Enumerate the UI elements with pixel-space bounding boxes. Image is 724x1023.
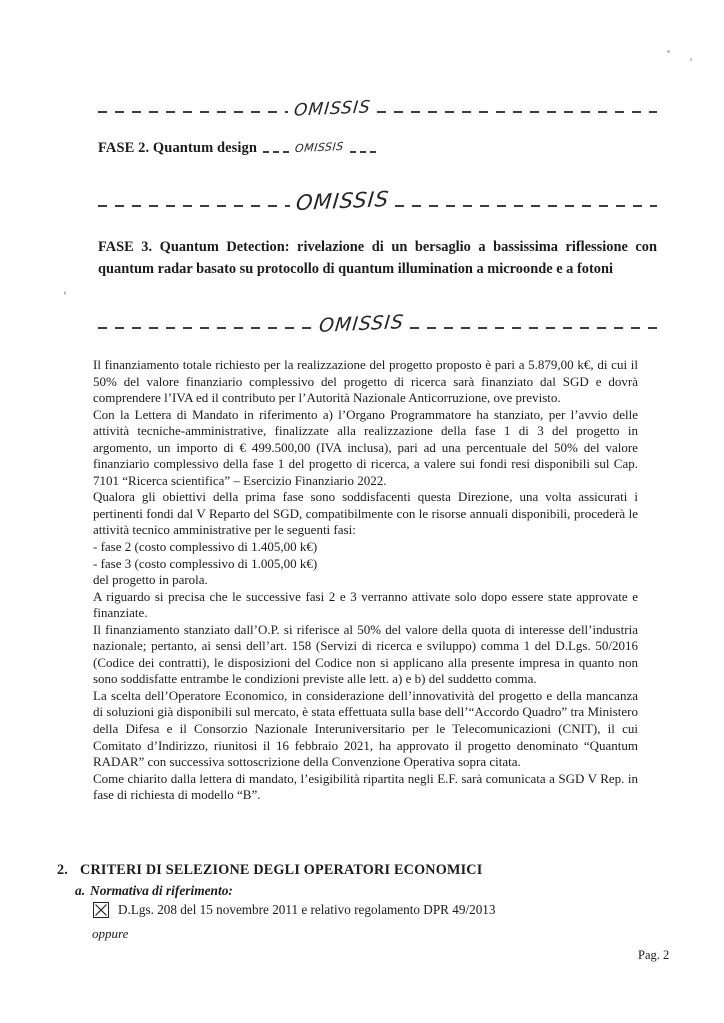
section2a-label: a.	[75, 883, 86, 898]
para-financing-total: Il finanziamento totale richiesto per la realizzazione del progetto proposto è pari a 5.879,00 k€, di cui il 50% del valore finanziario complessivo del progetto di ricerca sarà finanziato dal SGD e dovrà comprendere l’IVA ed il contributo per l’Autorità Nazionale Anticorruzione, ove previsto.	[93, 357, 638, 406]
section2-number: 2.	[57, 862, 69, 878]
para-scelta-operatore: La scelta dell’Operatore Economico, in considerazione dell’innovatività del progetto e della mancanza di soluzioni già disponibili sul mercato, è stata effettuata sulla base dell’“Accordo Quadro” tra Ministero della Difesa e il Consorzio Nazionale Interuniversitario per le Telecomunicazioni (CNIT), il cui Comitato d’Indirizzo, riunitosi il 16 febbraio 2021, ha approvato il progetto denominato “Quantum RADAR” con successiva sottoscrizione della Convenzione Operativa sopra citata.	[93, 687, 638, 770]
scan-speck	[690, 58, 692, 61]
checkbox-checked-icon	[93, 902, 109, 918]
para-come-chiarito: Come chiarito dalla lettera di mandato, l’esigibilità ripartita negli E.F. sarà comunicata a SGD V Rep. in fase di richiesta di modello “B”.	[93, 770, 638, 803]
dashed-line	[98, 327, 313, 329]
section2a-title: Normativa di riferimento:	[90, 883, 233, 898]
scan-speck	[667, 50, 670, 53]
dashed-line	[98, 205, 290, 207]
dashed-line	[377, 111, 657, 113]
omissis-handwriting: OMISSIS	[317, 311, 406, 337]
fase3-heading: FASE 3. Quantum Detection: rivelazione di un bersaglio a bassissima riflessione con quantum radar basato su protocollo di quantum illumination a microonde e a fotoni	[98, 239, 657, 277]
section2-heading-row	[57, 862, 482, 879]
omissis-separator-3	[98, 300, 657, 336]
omissis-handwriting: OMISSIS	[293, 97, 372, 121]
section2-title: CRITERI DI SELEZIONE DEGLI OPERATORI ECONOMICI	[80, 862, 483, 878]
scan-speck	[64, 291, 66, 295]
para-qualora-obiettivi: Qualora gli obiettivi della prima fase sono soddisfacenti questa Direzione, una volta assicurati i pertinenti fondi dal V Reparto del SGD, compatibilmente con le risorse annuali disponibili, procederà le attività tecnico amministrative per le seguenti fasi:	[93, 489, 638, 538]
dashed-line	[350, 151, 380, 153]
dashed-line	[395, 205, 657, 207]
fase2-heading: FASE 2. Quantum design	[98, 140, 258, 156]
dashed-line	[263, 151, 289, 153]
omissis-handwriting: OMISSIS	[294, 186, 391, 216]
page-number: Pag. 2	[638, 948, 670, 962]
omissis-separator-2	[98, 180, 657, 214]
para-a-riguardo: A riguardo si precisa che le successive fasi 2 e 3 verranno attivate solo dopo essere state approvate e finanziate.	[93, 588, 638, 621]
omissis-handwriting: OMISSIS	[294, 139, 345, 156]
dashed-line	[98, 111, 288, 113]
list-item-fase3-cost: - fase 3 (costo complessivo di 1.005,00 k€)	[93, 555, 318, 571]
para-del-progetto: del progetto in parola.	[93, 572, 208, 588]
omissis-separator-1	[98, 90, 657, 120]
checkbox-item-label: D.Lgs. 208 del 15 novembre 2011 e relativo regolamento DPR 49/2013	[118, 902, 496, 917]
list-item-fase2-cost: - fase 2 (costo complessivo di 1.405,00 k€)	[93, 539, 318, 555]
section2a-heading	[75, 883, 233, 899]
fase2-heading-row	[98, 140, 382, 157]
para-finanziamento-op: Il finanziamento stanziato dall’O.P. si riferisce al 50% del valore della quota di interesse dell’industria nazionale; pertanto, ai sensi dell’art. 158 (Servizi di ricerca e sviluppo) comma 1 del D.Lgs. 50/2016 (Codice dei contratti), le disposizioni del Codice non si applicano alla presente impresa in quanto non sono soddisfatte entrambe le condizioni previste alle lett. a) e b) del suddetto comma.	[93, 621, 638, 687]
normativa-checkbox-row	[93, 902, 496, 918]
para-lettera-mandato: Con la Lettera di Mandato in riferimento a) l’Organo Programmatore ha stanziato, per l’avvio delle attività tecniche-amministrative, finalizzate alla realizzazione della fase 1 di 3 del progetto in argomento, un importo di € 499.500,00 (IVA inclusa), pari ad una percentuale del 50% del valore finanziario complessivo della fase 1 del progetto di ricerca, a valere sui fondi resi disponibili sul Cap. 7101 “Ricerca scientifica” – Esercizio Finanziario 2022.	[93, 406, 638, 488]
body-text	[93, 357, 638, 804]
oppure-label: oppure	[92, 926, 129, 941]
dashed-line	[410, 327, 657, 329]
